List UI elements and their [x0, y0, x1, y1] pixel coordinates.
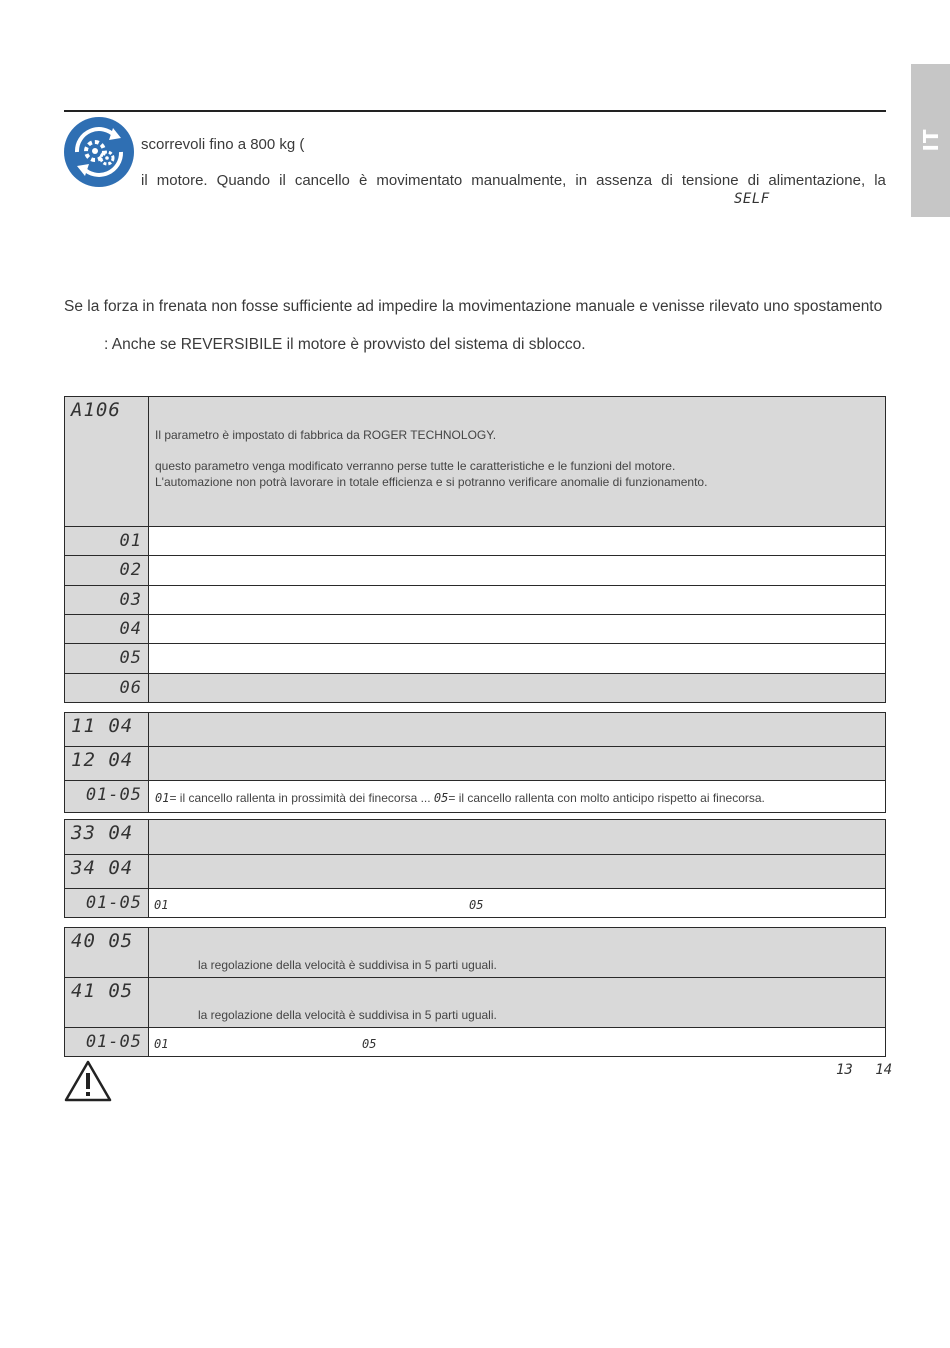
intro-word: motore.	[156, 172, 208, 189]
param-desc-line: Il parametro è impostato di fabbrica da ROGER TECHNOLOGY.	[155, 428, 497, 442]
value-desc	[149, 674, 886, 703]
intro-word: è	[358, 172, 368, 189]
intro-word: Quando	[216, 172, 271, 189]
param-code: A106	[71, 399, 121, 421]
intro-word: cancello	[294, 172, 350, 189]
param-desc-cell	[149, 978, 886, 1028]
param-table-33-34	[64, 819, 886, 918]
value-desc	[149, 527, 886, 556]
intro-word: il	[141, 172, 148, 189]
self-code: SELF	[734, 191, 770, 207]
range-value-max: 05	[469, 898, 484, 912]
range-desc	[149, 1028, 886, 1057]
value-desc	[149, 644, 886, 674]
param-code: 41 05	[71, 980, 134, 1002]
intro-word: di	[747, 172, 760, 189]
param-desc-cell	[149, 820, 886, 855]
param-table-speed	[64, 927, 886, 1057]
range-code: 01-05	[85, 785, 142, 805]
value-desc	[149, 556, 886, 586]
top-divider	[64, 110, 886, 112]
param-table-slowdown	[64, 712, 886, 813]
range-value-min: 01	[154, 1037, 169, 1051]
value-desc	[149, 586, 886, 615]
warning-triangle-icon	[64, 1060, 112, 1102]
param-desc-line: questo parametro venga modificato verranno perse tutte le caratteristiche e le funzioni del motore.	[155, 459, 676, 473]
intro-word: di	[661, 172, 673, 189]
value-code: 06	[119, 678, 142, 698]
speed-note: la regolazione della velocità è suddivisa in 5 parti uguali.	[198, 958, 497, 972]
intro-line-1: scorrevoli fino a 800 kg (	[141, 136, 305, 153]
braking-sentence: Se la forza in frenata non fosse sufficiente ad impedire la movimentazione manuale e venisse rilevato uno spostamento	[64, 298, 883, 315]
page-ref: 13	[836, 1062, 853, 1078]
range-desc	[149, 781, 886, 813]
param-table-a106	[64, 396, 886, 703]
intro-word: manualmente,	[471, 172, 567, 189]
param-desc-line: L'automazione non potrà lavorare in totale efficienza e si potranno verificare anomalie di funzionamento.	[155, 475, 708, 489]
param-desc-cell	[149, 397, 886, 527]
intro-word: tensione	[681, 172, 739, 189]
intro-word: la	[874, 172, 886, 189]
gear-refresh-icon	[63, 116, 135, 188]
value-code: 03	[119, 590, 142, 610]
value-code: 02	[119, 560, 142, 580]
intro-word: alimentazione,	[768, 172, 866, 189]
range-value-min: 01	[155, 791, 170, 805]
language-tab-label: IT	[918, 128, 943, 152]
page-references	[836, 1062, 892, 1078]
intro-word: movimentato	[376, 172, 463, 189]
param-desc-cell	[149, 855, 886, 889]
param-code: 34 04	[71, 857, 134, 879]
value-code: 04	[119, 619, 142, 639]
intro-word: assenza	[596, 172, 653, 189]
page-ref: 14	[875, 1062, 893, 1078]
range-value-max: 05	[362, 1037, 377, 1051]
range-value-min: 01	[154, 898, 169, 912]
range-value-max: 05	[433, 791, 449, 805]
param-code-cell	[65, 397, 149, 527]
param-code: 40 05	[71, 930, 134, 952]
intro-line-2	[141, 172, 886, 192]
param-desc-cell	[149, 713, 886, 747]
range-text-max: = il cancello rallenta con molto anticipo rispetto ai finecorsa.	[448, 791, 765, 805]
param-desc-cell	[149, 928, 886, 978]
range-text-min: = il cancello rallenta in prossimità dei finecorsa ...	[169, 791, 434, 805]
language-tab	[911, 64, 950, 217]
speed-note: la regolazione della velocità è suddivisa in 5 parti uguali.	[198, 1008, 497, 1022]
value-desc	[149, 615, 886, 644]
intro-word: in	[575, 172, 588, 189]
range-code: 01-05	[85, 1032, 142, 1052]
value-code: 01	[119, 531, 142, 551]
range-code: 01-05	[85, 893, 142, 913]
range-desc	[149, 889, 886, 918]
value-code: 05	[119, 648, 142, 668]
param-desc-cell	[149, 747, 886, 781]
param-code: 33 04	[71, 822, 134, 844]
param-code: 11 04	[71, 715, 134, 737]
intro-word: il	[279, 172, 286, 189]
unlock-note: : Anche se REVERSIBILE il motore è provvisto del sistema di sblocco.	[104, 336, 586, 353]
param-code: 12 04	[71, 749, 134, 771]
